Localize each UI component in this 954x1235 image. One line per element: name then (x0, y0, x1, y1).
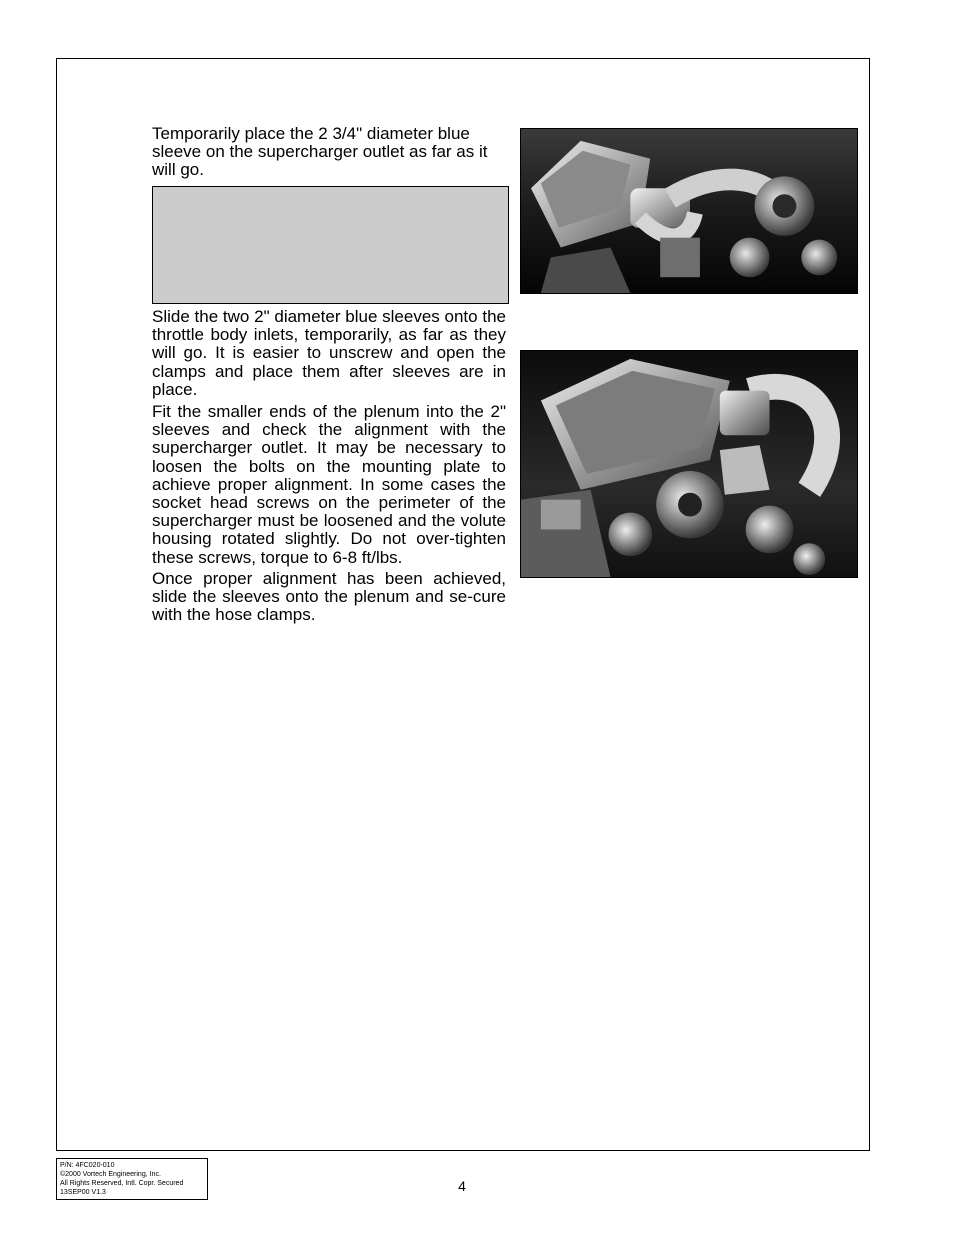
instruction-plenum-alignment: Fit the smaller ends of the plenum into the 2" sleeves and check the alignment with the supercharger outlet. It may be necessary to loosen the bolts on the mounting plate to achieve proper alignment. In some cases the socket head screws on the perimeter of the supercharger must be loosened and the volute housing rotated slightly. Do not over-tighten these screws, torque to 6-8 ft/lbs. (152, 402, 506, 567)
instruction-secure-clamps: Once proper alignment has been achieved, slide the sleeves onto the plenum and se-cure with the hose clamps. (152, 569, 506, 625)
supercharger-photo-top (520, 128, 858, 294)
page-number: 4 (458, 1178, 466, 1194)
copyright-footer (56, 1158, 208, 1200)
version-text: 13SEP00 V1.3 (60, 1189, 106, 1196)
part-number: P/N: 4FC020-010 (60, 1162, 115, 1169)
copyright-text: ©2000 Vortech Engineering, Inc. (60, 1171, 161, 1178)
engine-image-2 (521, 351, 857, 577)
instruction-sleeve-outlet: Temporarily place the 2 3/4" diameter blue sleeve on the supercharger outlet as far as it will go. (152, 124, 488, 180)
engine-image-1 (521, 129, 857, 293)
note-box (152, 186, 509, 304)
instruction-throttle-sleeves: Slide the two 2" diameter blue sleeves onto the throttle body inlets, temporarily, as far as they will go. It is easier to unscrew and open the clamps and place them after sleeves are in place. (152, 307, 506, 399)
rights-text: All Rights Reserved, Intl. Copr. Secured (60, 1180, 184, 1187)
supercharger-photo-bottom (520, 350, 858, 578)
